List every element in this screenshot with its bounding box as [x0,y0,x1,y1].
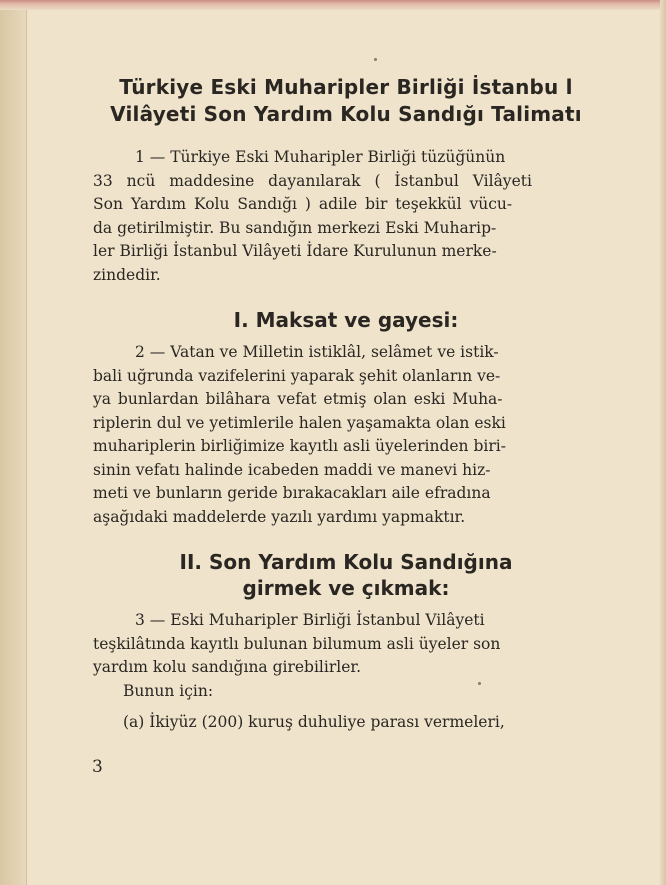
text-line: 2 — Vatan ve Milletin istiklâl, selâmet ve istik- [135,343,499,361]
article-1 [93,146,599,287]
article-3 [93,609,599,735]
text-line: riplerin dul ve yetimlerile halen yaşamakta olan eski [93,413,506,432]
heading-line: girmek ve çıkmak: [242,576,450,600]
text-line: teşkilâtında kayıtlı bulunan bilumum asli üyeler son [93,634,501,653]
section-heading-1: I. Maksat ve gayesi: [233,308,459,332]
article-2 [93,341,599,529]
title-line: Vilâyeti Son Yardım Kolu Sandığı Talimatı [110,102,582,126]
heading-line: II. Son Yardım Kolu Sandığına [179,550,513,574]
text-line: ya bunlardan bilâhara vefat etmiş olan eski Muha- [93,390,503,408]
title-line: Türkiye Eski Muharipler Birliği İstanbu l [119,75,573,99]
text-line: bali uğrunda vazifelerini yaparak şehit olanların ve- [93,366,501,385]
text-line: da getirilmiştir. Bu sandığın merkezi Eski Muharip- [93,218,497,237]
document-title [93,74,599,128]
text-line: 1 — Türkiye Eski Muharipler Birliği tüzüğünün [135,148,506,166]
page-content [93,74,599,735]
page-top-edge [0,0,666,10]
text-line: zindedir. [93,265,161,284]
list-item-a: (a) İkiyüz (200) kuruş duhuliye parası vermeleri, [123,713,505,731]
text-line: Bunun için: [123,681,214,700]
text-line: 33 ncü maddesine dayanılarak ( İstanbul Vilâyeti [93,171,532,190]
text-line: Son Yardım Kolu Sandığı ) adile bir teşekkül vücu- [93,195,513,213]
text-line: 3 — Eski Muharipler Birliği İstanbul Vilâyeti [135,611,485,629]
page-binding-edge [0,0,27,885]
text-line: meti ve bunların geride bırakacakları aile efradına [93,484,491,502]
text-line: yardım kolu sandığına girebilirler. [93,658,362,676]
text-line: muhariplerin birliğimize kayıtlı asli üyelerinden biri- [93,437,506,455]
text-line: sinin vefatı halinde icabeden maddi ve manevi hiz- [93,460,491,479]
section-heading-2 [93,549,599,601]
text-line: aşağıdaki maddelerde yazılı yardımı yapmaktır. [93,507,466,526]
page-number: 3 [92,757,103,777]
text-line: ler Birliği İstanbul Vilâyeti İdare Kurulunun merke- [93,242,497,260]
print-speck [374,58,377,61]
page-right-edge [660,0,666,885]
